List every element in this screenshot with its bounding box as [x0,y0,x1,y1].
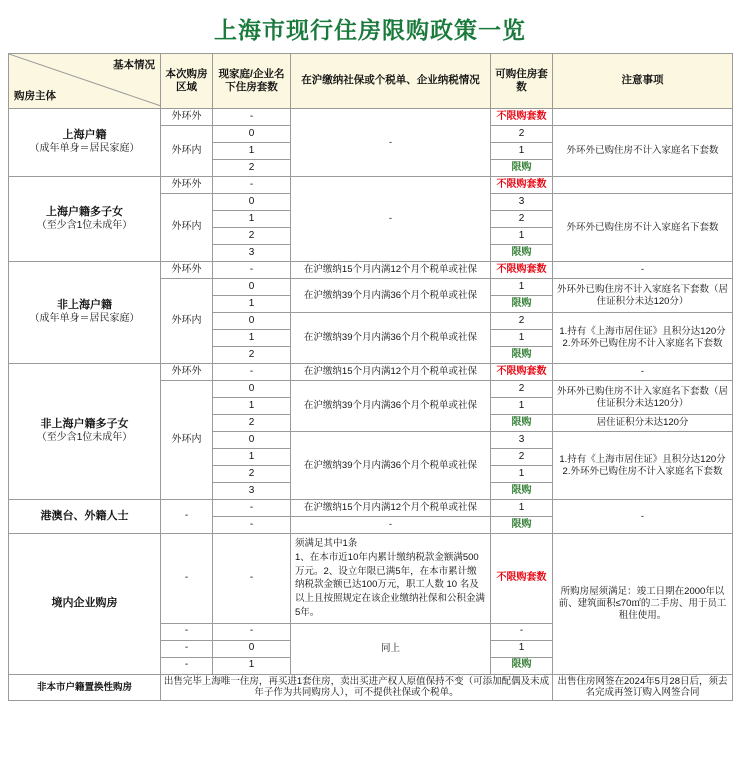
owned-cell: 2 [213,347,291,364]
policy-table [8,53,733,701]
zone-cell: - [161,657,213,674]
footer-content: 出售完毕上海唯一住房，再买进1套住房，卖出买进产权人原值保持不变（可添加配偶及未成年子作为共同购房人），可不提供社保或个税单。 [161,674,553,701]
social-cell: 在沪缴纳39个月内满36个月个税单或社保 [291,381,491,432]
allow-cell: 3 [491,432,553,449]
owned-cell: 0 [213,432,291,449]
allow-cell: 不限购套数 [491,262,553,279]
allow-cell: - [491,623,553,640]
note-cell: - [553,364,733,381]
allow-cell: 限购 [491,483,553,500]
owned-cell: - [213,534,291,624]
owned-cell: 2 [213,466,291,483]
social-cell: 在沪缴纳39个月内满36个月个税单或社保 [291,279,491,313]
allow-cell: 限购 [491,245,553,262]
owned-cell: 0 [213,279,291,296]
subject-cell: 上海户籍 （成年单身＝居民家庭） [9,109,161,177]
zone-cell: 外环内 [161,194,213,262]
allow-cell: 不限购套数 [491,534,553,624]
owned-cell: - [213,364,291,381]
owned-cell: 0 [213,313,291,330]
table-row [9,262,733,279]
subject-cell: 港澳台、外籍人士 [9,500,161,534]
owned-cell: 0 [213,126,291,143]
note-cell: 所购房屋须满足：竣工日期在2000年以前、建筑面积≤70㎡的二手房、用于员工租住使用。 [553,534,733,675]
owned-cell: 2 [213,228,291,245]
allow-cell: 限购 [491,657,553,674]
owned-cell: - [213,500,291,517]
header-allow: 可购住房套数 [491,54,553,109]
owned-cell: - [213,623,291,640]
table-row [9,534,733,624]
subject-cell: 上海户籍多子女 （至少含1位未成年） [9,177,161,262]
note-cell: 外环外已购住房不计入家庭名下套数 [553,126,733,177]
zone-cell: 外环内 [161,279,213,364]
owned-cell: 0 [213,640,291,657]
allow-cell: 3 [491,194,553,211]
header-owned: 现家庭/企业名下住房套数 [213,54,291,109]
social-cell: 在沪缴纳15个月内满12个月个税单或社保 [291,500,491,517]
allow-cell: 不限购套数 [491,177,553,194]
owned-cell: 1 [213,296,291,313]
note-cell: 居住证积分未达120分 [553,415,733,432]
owned-cell: 2 [213,160,291,177]
allow-cell: 1 [491,398,553,415]
owned-cell: 0 [213,194,291,211]
allow-cell: 2 [491,211,553,228]
note-cell: 外环外已购住房不计入家庭名下套数 [553,194,733,262]
owned-cell: 0 [213,381,291,398]
header-social: 在沪缴纳社保或个税单、企业纳税情况 [291,54,491,109]
zone-cell: 外环内 [161,126,213,177]
zone-cell: - [161,500,213,534]
owned-cell: 1 [213,330,291,347]
owned-cell: 3 [213,483,291,500]
allow-cell: 1 [491,640,553,657]
allow-cell: 1 [491,466,553,483]
allow-cell: 2 [491,126,553,143]
owned-cell: 1 [213,657,291,674]
owned-cell: - [213,517,291,534]
zone-cell: 外环内 [161,381,213,500]
note-cell: - [553,262,733,279]
zone-cell: - [161,623,213,640]
owned-cell: - [213,109,291,126]
note-cell [553,177,733,194]
footer-row [9,674,733,701]
note-cell: 外环外已购住房不计入家庭名下套数（居住证积分未达120分） [553,381,733,415]
policy-table-body [9,109,733,701]
owned-cell: 1 [213,398,291,415]
social-cell: - [291,109,491,177]
table-row [9,500,733,517]
page-title: 上海市现行住房限购政策一览 [214,17,526,43]
subject-cell: 境内企业购房 [9,534,161,675]
allow-cell: 2 [491,313,553,330]
header-corner [9,54,161,109]
owned-cell: 1 [213,449,291,466]
social-cell: 同上 [291,623,491,674]
note-cell: 外环外已购住房不计入家庭名下套数（居住证积分未达120分） [553,279,733,313]
allow-cell: 限购 [491,296,553,313]
note-cell: - [553,500,733,534]
owned-cell: - [213,262,291,279]
note-cell [553,109,733,126]
footer-subject: 非本市户籍置换性购房 [9,674,161,701]
allow-cell: 1 [491,228,553,245]
table-row [9,364,733,381]
owned-cell: - [213,177,291,194]
allow-cell: 1 [491,500,553,517]
allow-cell: 1 [491,330,553,347]
allow-cell: 限购 [491,347,553,364]
zone-cell: 外环外 [161,177,213,194]
note-cell: 1.持有《上海市居住证》且积分达120分 2.外环外已购住房不计入家庭名下套数 [553,313,733,364]
header-corner-bottom: 购房主体 [14,89,56,102]
subject-cell: 非上海户籍多子女 （至少含1位未成年） [9,364,161,500]
owned-cell: 3 [213,245,291,262]
social-cell: - [291,517,491,534]
zone-cell: - [161,640,213,657]
social-cell: 在沪缴纳39个月内满36个月个税单或社保 [291,432,491,500]
allow-cell: 2 [491,449,553,466]
social-cell: 在沪缴纳39个月内满36个月个税单或社保 [291,313,491,364]
social-cell: 在沪缴纳15个月内满12个月个税单或社保 [291,262,491,279]
social-cell: 须满足其中1条 1、在本市近10年内累计缴纳税款金额满500万元。2、设立年限已满5年，在本市累计缴纳税款金额已达100万元，职工人数 10 名及以上且按照规定在该企业缴纳社保和公积金满5年。 [291,534,491,624]
allow-cell: 限购 [491,415,553,432]
owned-cell: 2 [213,415,291,432]
header-corner-top: 基本情况 [113,59,155,71]
allow-cell: 限购 [491,160,553,177]
allow-cell: 1 [491,279,553,296]
allow-cell: 限购 [491,517,553,534]
header-zone: 本次购房区域 [161,54,213,109]
allow-cell: 1 [491,143,553,160]
subject-cell: 非上海户籍 （成年单身＝居民家庭） [9,262,161,364]
owned-cell: 1 [213,211,291,228]
table-row [9,177,733,194]
allow-cell: 不限购套数 [491,109,553,126]
table-row [9,109,733,126]
zone-cell: 外环外 [161,262,213,279]
note-cell: 1.持有《上海市居住证》且积分达120分 2.外环外已购住房不计入家庭名下套数 [553,432,733,500]
social-cell: 在沪缴纳15个月内满12个月个税单或社保 [291,364,491,381]
zone-cell: - [161,534,213,624]
zone-cell: 外环外 [161,364,213,381]
allow-cell: 2 [491,381,553,398]
header-note: 注意事项 [553,54,733,109]
owned-cell: 1 [213,143,291,160]
footer-note: 出售住房网签在2024年5月28日后，须去名完成再签订购入网签合同 [553,674,733,701]
allow-cell: 不限购套数 [491,364,553,381]
zone-cell: 外环外 [161,109,213,126]
social-cell: - [291,177,491,262]
